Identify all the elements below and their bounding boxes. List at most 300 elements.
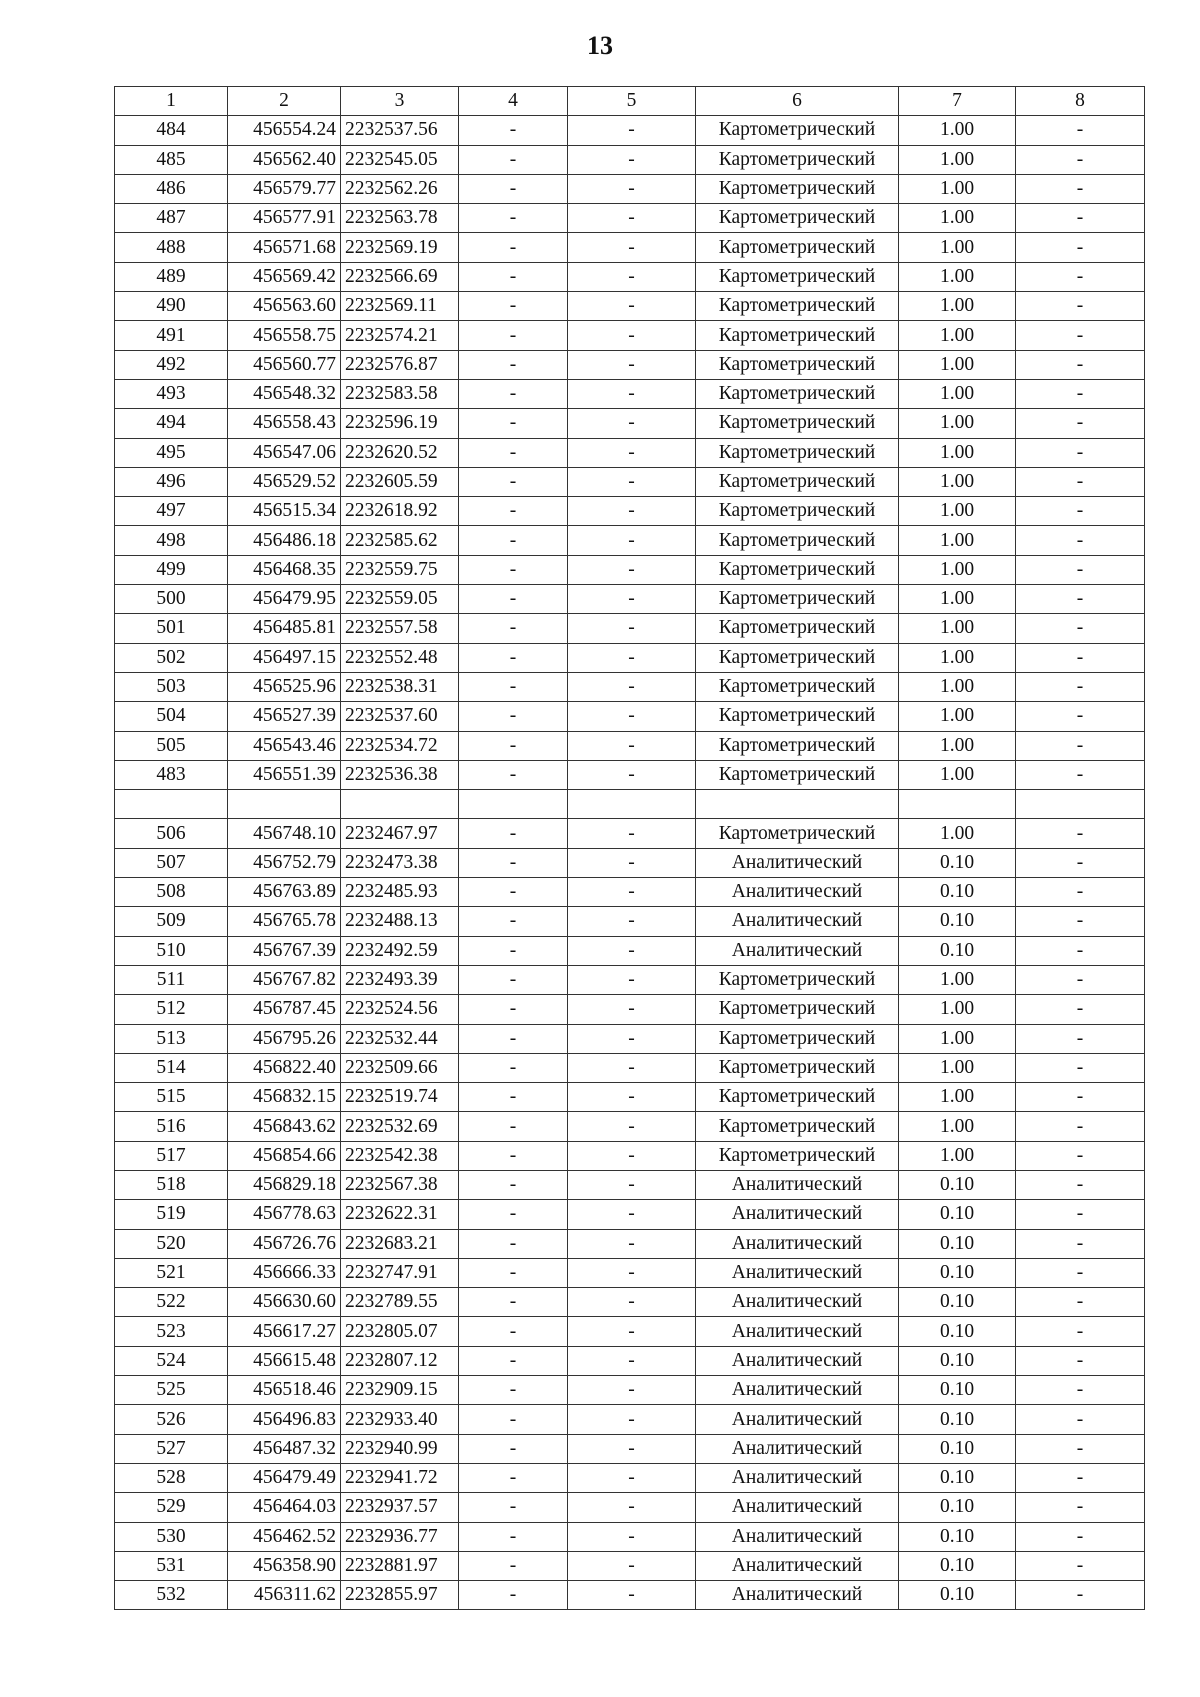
column-8-cell: - xyxy=(1016,1053,1145,1082)
table-row xyxy=(115,409,1145,438)
table-row xyxy=(115,1493,1145,1522)
table-row xyxy=(115,614,1145,643)
column-5-cell xyxy=(568,790,696,819)
column-5-cell: - xyxy=(568,497,696,526)
column-5-cell: - xyxy=(568,379,696,408)
column-4-cell: - xyxy=(459,731,568,760)
column-4-cell: - xyxy=(459,1170,568,1199)
method-cell: Аналитический xyxy=(696,936,899,965)
column-4-cell: - xyxy=(459,819,568,848)
y-coordinate-cell: 2232562.26 xyxy=(341,174,459,203)
column-8-cell: - xyxy=(1016,1522,1145,1551)
column-5-cell: - xyxy=(568,643,696,672)
column-4-cell: - xyxy=(459,1346,568,1375)
column-5-cell: - xyxy=(568,1317,696,1346)
method-cell: Картометрический xyxy=(696,526,899,555)
accuracy-cell: 0.10 xyxy=(899,1229,1016,1258)
column-8-cell: - xyxy=(1016,848,1145,877)
method-cell: Аналитический xyxy=(696,1551,899,1580)
method-cell: Картометрический xyxy=(696,965,899,994)
table-body xyxy=(115,87,1145,1610)
y-coordinate-cell: 2232559.05 xyxy=(341,585,459,614)
column-4-cell: - xyxy=(459,1258,568,1287)
point-number-cell: 505 xyxy=(115,731,228,760)
point-number-cell: 519 xyxy=(115,1200,228,1229)
method-cell: Аналитический xyxy=(696,1346,899,1375)
method-cell: Картометрический xyxy=(696,262,899,291)
point-number-cell xyxy=(115,790,228,819)
point-number-cell: 488 xyxy=(115,233,228,262)
x-coordinate-cell: 456468.35 xyxy=(228,555,341,584)
table-row xyxy=(115,1112,1145,1141)
y-coordinate-cell: 2232488.13 xyxy=(341,907,459,936)
column-8-cell: - xyxy=(1016,1258,1145,1287)
column-4-cell: - xyxy=(459,467,568,496)
point-number-cell: 521 xyxy=(115,1258,228,1287)
column-5-cell: - xyxy=(568,1463,696,1492)
column-8-cell: - xyxy=(1016,1434,1145,1463)
column-4-cell: - xyxy=(459,585,568,614)
column-4-cell: - xyxy=(459,116,568,145)
column-4-cell: - xyxy=(459,1522,568,1551)
y-coordinate-cell: 2232467.97 xyxy=(341,819,459,848)
column-5-cell: - xyxy=(568,438,696,467)
point-number-cell: 514 xyxy=(115,1053,228,1082)
y-coordinate-cell: 2232519.74 xyxy=(341,1083,459,1112)
method-cell: Картометрический xyxy=(696,995,899,1024)
accuracy-cell: 1.00 xyxy=(899,292,1016,321)
x-coordinate-cell: 456778.63 xyxy=(228,1200,341,1229)
column-5-cell: - xyxy=(568,1405,696,1434)
y-coordinate-cell: 2232509.66 xyxy=(341,1053,459,1082)
table-row xyxy=(115,321,1145,350)
accuracy-cell: 1.00 xyxy=(899,1053,1016,1082)
accuracy-cell: 0.10 xyxy=(899,1200,1016,1229)
y-coordinate-cell: 2232909.15 xyxy=(341,1376,459,1405)
point-number-cell: 498 xyxy=(115,526,228,555)
column-8-cell: - xyxy=(1016,1024,1145,1053)
accuracy-cell: 1.00 xyxy=(899,1112,1016,1141)
point-number-cell: 484 xyxy=(115,116,228,145)
point-number-cell: 520 xyxy=(115,1229,228,1258)
accuracy-cell: 0.10 xyxy=(899,907,1016,936)
x-coordinate-cell: 456763.89 xyxy=(228,878,341,907)
column-4-cell: - xyxy=(459,1288,568,1317)
column-8-cell: - xyxy=(1016,1493,1145,1522)
column-4-cell: - xyxy=(459,907,568,936)
column-5-cell: - xyxy=(568,1551,696,1580)
column-4-cell: - xyxy=(459,497,568,526)
column-5-cell: - xyxy=(568,467,696,496)
x-coordinate-cell: 456562.40 xyxy=(228,145,341,174)
column-4-cell: - xyxy=(459,1317,568,1346)
column-4-cell: - xyxy=(459,643,568,672)
y-coordinate-cell: 2232563.78 xyxy=(341,204,459,233)
y-coordinate-cell: 2232683.21 xyxy=(341,1229,459,1258)
column-5-cell: - xyxy=(568,907,696,936)
column-5-cell: - xyxy=(568,1083,696,1112)
table-row xyxy=(115,174,1145,203)
method-cell: Аналитический xyxy=(696,1463,899,1492)
y-coordinate-cell: 2232747.91 xyxy=(341,1258,459,1287)
x-coordinate-cell: 456666.33 xyxy=(228,1258,341,1287)
method-cell: Картометрический xyxy=(696,614,899,643)
y-coordinate-cell: 2232605.59 xyxy=(341,467,459,496)
method-cell: Картометрический xyxy=(696,321,899,350)
accuracy-cell: 0.10 xyxy=(899,1434,1016,1463)
column-5-cell: - xyxy=(568,526,696,555)
column-8-cell: - xyxy=(1016,1317,1145,1346)
column-5-cell: - xyxy=(568,1434,696,1463)
method-cell: Картометрический xyxy=(696,731,899,760)
column-4-cell: - xyxy=(459,350,568,379)
column-5-cell: - xyxy=(568,995,696,1024)
method-cell: Картометрический xyxy=(696,1083,899,1112)
column-8-cell: - xyxy=(1016,702,1145,731)
column-8-cell: - xyxy=(1016,1346,1145,1375)
accuracy-cell: 1.00 xyxy=(899,585,1016,614)
table-row xyxy=(115,262,1145,291)
column-5-cell: - xyxy=(568,204,696,233)
table-row xyxy=(115,1346,1145,1375)
method-cell: Картометрический xyxy=(696,292,899,321)
column-5-cell: - xyxy=(568,819,696,848)
method-cell: Картометрический xyxy=(696,555,899,584)
column-8-cell: - xyxy=(1016,1463,1145,1492)
method-cell: Аналитический xyxy=(696,1170,899,1199)
column-4-cell: - xyxy=(459,1581,568,1610)
point-number-cell: 507 xyxy=(115,848,228,877)
y-coordinate-cell: 2232493.39 xyxy=(341,965,459,994)
y-coordinate-cell: 2232559.75 xyxy=(341,555,459,584)
column-8-cell: - xyxy=(1016,878,1145,907)
column-5-cell: - xyxy=(568,1170,696,1199)
table-row xyxy=(115,145,1145,174)
column-5-cell: - xyxy=(568,1376,696,1405)
y-coordinate-cell: 2232569.11 xyxy=(341,292,459,321)
method-cell: Аналитический xyxy=(696,1581,899,1610)
page-number: 13 xyxy=(587,31,613,60)
method-cell: Картометрический xyxy=(696,145,899,174)
table-row xyxy=(115,350,1145,379)
column-header: 4 xyxy=(459,87,568,116)
method-cell: Картометрический xyxy=(696,467,899,496)
x-coordinate-cell: 456615.48 xyxy=(228,1346,341,1375)
method-cell: Аналитический xyxy=(696,878,899,907)
method-cell: Картометрический xyxy=(696,116,899,145)
table-row xyxy=(115,1053,1145,1082)
column-8-cell: - xyxy=(1016,614,1145,643)
y-coordinate-cell: 2232583.58 xyxy=(341,379,459,408)
method-cell: Аналитический xyxy=(696,1522,899,1551)
table-row xyxy=(115,1376,1145,1405)
point-number-cell: 506 xyxy=(115,819,228,848)
x-coordinate-cell: 456548.32 xyxy=(228,379,341,408)
accuracy-cell: 0.10 xyxy=(899,1463,1016,1492)
point-number-cell: 511 xyxy=(115,965,228,994)
y-coordinate-cell: 2232566.69 xyxy=(341,262,459,291)
table-row xyxy=(115,907,1145,936)
column-8-cell: - xyxy=(1016,995,1145,1024)
accuracy-cell: 1.00 xyxy=(899,760,1016,789)
y-coordinate-cell: 2232534.72 xyxy=(341,731,459,760)
column-8-cell: - xyxy=(1016,1083,1145,1112)
accuracy-cell: 1.00 xyxy=(899,672,1016,701)
column-8-cell: - xyxy=(1016,907,1145,936)
accuracy-cell: 1.00 xyxy=(899,555,1016,584)
accuracy-cell: 1.00 xyxy=(899,321,1016,350)
y-coordinate-cell: 2232552.48 xyxy=(341,643,459,672)
point-number-cell: 529 xyxy=(115,1493,228,1522)
method-cell: Картометрический xyxy=(696,702,899,731)
x-coordinate-cell: 456547.06 xyxy=(228,438,341,467)
y-coordinate-cell: 2232622.31 xyxy=(341,1200,459,1229)
x-coordinate-cell: 456529.52 xyxy=(228,467,341,496)
column-8-cell: - xyxy=(1016,555,1145,584)
method-cell: Картометрический xyxy=(696,174,899,203)
x-coordinate-cell: 456563.60 xyxy=(228,292,341,321)
y-coordinate-cell: 2232532.69 xyxy=(341,1112,459,1141)
table-row xyxy=(115,731,1145,760)
column-4-cell: - xyxy=(459,760,568,789)
x-coordinate-cell: 456726.76 xyxy=(228,1229,341,1258)
column-5-cell: - xyxy=(568,1200,696,1229)
column-8-cell: - xyxy=(1016,1141,1145,1170)
method-cell: Картометрический xyxy=(696,585,899,614)
accuracy-cell: 0.10 xyxy=(899,1376,1016,1405)
y-coordinate-cell: 2232524.56 xyxy=(341,995,459,1024)
method-cell: Картометрический xyxy=(696,1024,899,1053)
table-row xyxy=(115,438,1145,467)
column-4-cell: - xyxy=(459,1405,568,1434)
y-coordinate-cell: 2232532.44 xyxy=(341,1024,459,1053)
point-number-cell: 486 xyxy=(115,174,228,203)
point-number-cell: 500 xyxy=(115,585,228,614)
column-4-cell: - xyxy=(459,878,568,907)
method-cell: Аналитический xyxy=(696,1434,899,1463)
table-row xyxy=(115,995,1145,1024)
accuracy-cell xyxy=(899,790,1016,819)
x-coordinate-cell: 456630.60 xyxy=(228,1288,341,1317)
column-4-cell: - xyxy=(459,1112,568,1141)
accuracy-cell: 0.10 xyxy=(899,848,1016,877)
accuracy-cell: 1.00 xyxy=(899,702,1016,731)
column-8-cell: - xyxy=(1016,174,1145,203)
x-coordinate-cell: 456558.75 xyxy=(228,321,341,350)
point-number-cell: 530 xyxy=(115,1522,228,1551)
point-number-cell: 516 xyxy=(115,1112,228,1141)
y-coordinate-cell: 2232492.59 xyxy=(341,936,459,965)
x-coordinate-cell: 456795.26 xyxy=(228,1024,341,1053)
point-number-cell: 528 xyxy=(115,1463,228,1492)
y-coordinate-cell: 2232473.38 xyxy=(341,848,459,877)
point-number-cell: 513 xyxy=(115,1024,228,1053)
method-cell: Аналитический xyxy=(696,1405,899,1434)
column-8-cell: - xyxy=(1016,262,1145,291)
x-coordinate-cell: 456571.68 xyxy=(228,233,341,262)
y-coordinate-cell: 2232574.21 xyxy=(341,321,459,350)
method-cell: Картометрический xyxy=(696,438,899,467)
accuracy-cell: 1.00 xyxy=(899,1083,1016,1112)
x-coordinate-cell: 456577.91 xyxy=(228,204,341,233)
column-4-cell: - xyxy=(459,292,568,321)
x-coordinate-cell: 456617.27 xyxy=(228,1317,341,1346)
x-coordinate-cell: 456358.90 xyxy=(228,1551,341,1580)
column-8-cell: - xyxy=(1016,731,1145,760)
accuracy-cell: 1.00 xyxy=(899,965,1016,994)
column-5-cell: - xyxy=(568,760,696,789)
x-coordinate-cell: 456767.39 xyxy=(228,936,341,965)
column-8-cell: - xyxy=(1016,321,1145,350)
x-coordinate-cell: 456487.32 xyxy=(228,1434,341,1463)
y-coordinate-cell: 2232538.31 xyxy=(341,672,459,701)
accuracy-cell: 1.00 xyxy=(899,116,1016,145)
column-5-cell: - xyxy=(568,731,696,760)
column-8-cell: - xyxy=(1016,1288,1145,1317)
method-cell: Аналитический xyxy=(696,1200,899,1229)
point-number-cell: 504 xyxy=(115,702,228,731)
column-8-cell: - xyxy=(1016,467,1145,496)
x-coordinate-cell: 456767.82 xyxy=(228,965,341,994)
column-5-cell: - xyxy=(568,350,696,379)
accuracy-cell: 0.10 xyxy=(899,936,1016,965)
x-coordinate-cell: 456569.42 xyxy=(228,262,341,291)
column-8-cell: - xyxy=(1016,1551,1145,1580)
column-4-cell: - xyxy=(459,145,568,174)
x-coordinate-cell: 456543.46 xyxy=(228,731,341,760)
accuracy-cell: 1.00 xyxy=(899,497,1016,526)
y-coordinate-cell: 2232855.97 xyxy=(341,1581,459,1610)
column-4-cell: - xyxy=(459,672,568,701)
method-cell: Картометрический xyxy=(696,497,899,526)
accuracy-cell: 1.00 xyxy=(899,379,1016,408)
method-cell: Аналитический xyxy=(696,1229,899,1258)
point-number-cell: 494 xyxy=(115,409,228,438)
point-number-cell: 487 xyxy=(115,204,228,233)
x-coordinate-cell: 456486.18 xyxy=(228,526,341,555)
x-coordinate-cell: 456479.49 xyxy=(228,1463,341,1492)
column-5-cell: - xyxy=(568,1024,696,1053)
column-8-cell: - xyxy=(1016,292,1145,321)
method-cell: Аналитический xyxy=(696,1258,899,1287)
point-number-cell: 499 xyxy=(115,555,228,584)
point-number-cell: 532 xyxy=(115,1581,228,1610)
y-coordinate-cell: 2232789.55 xyxy=(341,1288,459,1317)
method-cell: Картометрический xyxy=(696,204,899,233)
y-coordinate-cell: 2232536.38 xyxy=(341,760,459,789)
table-row xyxy=(115,702,1145,731)
y-coordinate-cell: 2232940.99 xyxy=(341,1434,459,1463)
column-5-cell: - xyxy=(568,233,696,262)
x-coordinate-cell: 456462.52 xyxy=(228,1522,341,1551)
x-coordinate-cell: 456787.45 xyxy=(228,995,341,1024)
point-number-cell: 497 xyxy=(115,497,228,526)
table-row xyxy=(115,204,1145,233)
column-5-cell: - xyxy=(568,965,696,994)
column-4-cell: - xyxy=(459,995,568,1024)
table-row xyxy=(115,585,1145,614)
column-header: 1 xyxy=(115,87,228,116)
y-coordinate-cell: 2232542.38 xyxy=(341,1141,459,1170)
x-coordinate-cell: 456558.43 xyxy=(228,409,341,438)
y-coordinate-cell: 2232807.12 xyxy=(341,1346,459,1375)
point-number-cell: 523 xyxy=(115,1317,228,1346)
y-coordinate-cell xyxy=(341,790,459,819)
table-spacer-row xyxy=(115,790,1145,819)
y-coordinate-cell: 2232941.72 xyxy=(341,1463,459,1492)
y-coordinate-cell: 2232485.93 xyxy=(341,878,459,907)
column-8-cell: - xyxy=(1016,379,1145,408)
point-number-cell: 517 xyxy=(115,1141,228,1170)
x-coordinate-cell: 456822.40 xyxy=(228,1053,341,1082)
accuracy-cell: 1.00 xyxy=(899,731,1016,760)
accuracy-cell: 0.10 xyxy=(899,1551,1016,1580)
point-number-cell: 515 xyxy=(115,1083,228,1112)
method-cell: Картометрический xyxy=(696,379,899,408)
column-4-cell: - xyxy=(459,555,568,584)
table-row xyxy=(115,1083,1145,1112)
method-cell: Аналитический xyxy=(696,1376,899,1405)
point-number-cell: 490 xyxy=(115,292,228,321)
table-row xyxy=(115,555,1145,584)
method-cell: Картометрический xyxy=(696,233,899,262)
y-coordinate-cell: 2232596.19 xyxy=(341,409,459,438)
accuracy-cell: 0.10 xyxy=(899,1522,1016,1551)
column-8-cell: - xyxy=(1016,1581,1145,1610)
x-coordinate-cell: 456518.46 xyxy=(228,1376,341,1405)
point-number-cell: 502 xyxy=(115,643,228,672)
x-coordinate-cell: 456843.62 xyxy=(228,1112,341,1141)
accuracy-cell: 0.10 xyxy=(899,1405,1016,1434)
column-5-cell: - xyxy=(568,1053,696,1082)
table-row xyxy=(115,292,1145,321)
column-4-cell: - xyxy=(459,1434,568,1463)
table-row xyxy=(115,878,1145,907)
column-4-cell: - xyxy=(459,1376,568,1405)
column-4-cell: - xyxy=(459,614,568,643)
point-number-cell: 483 xyxy=(115,760,228,789)
column-header: 8 xyxy=(1016,87,1145,116)
table-row xyxy=(115,1258,1145,1287)
x-coordinate-cell: 456748.10 xyxy=(228,819,341,848)
column-8-cell: - xyxy=(1016,936,1145,965)
x-coordinate-cell: 456832.15 xyxy=(228,1083,341,1112)
table-row xyxy=(115,819,1145,848)
point-number-cell: 526 xyxy=(115,1405,228,1434)
column-5-cell: - xyxy=(568,672,696,701)
column-8-cell: - xyxy=(1016,643,1145,672)
column-5-cell: - xyxy=(568,1581,696,1610)
column-5-cell: - xyxy=(568,145,696,174)
point-number-cell: 493 xyxy=(115,379,228,408)
accuracy-cell: 1.00 xyxy=(899,1141,1016,1170)
column-4-cell: - xyxy=(459,174,568,203)
column-5-cell: - xyxy=(568,174,696,203)
table-row xyxy=(115,1200,1145,1229)
method-cell: Аналитический xyxy=(696,1288,899,1317)
column-5-cell: - xyxy=(568,262,696,291)
column-8-cell: - xyxy=(1016,497,1145,526)
y-coordinate-cell: 2232881.97 xyxy=(341,1551,459,1580)
accuracy-cell: 0.10 xyxy=(899,1288,1016,1317)
method-cell: Картометрический xyxy=(696,1112,899,1141)
point-number-cell: 491 xyxy=(115,321,228,350)
column-5-cell: - xyxy=(568,1258,696,1287)
method-cell: Аналитический xyxy=(696,848,899,877)
table-row xyxy=(115,672,1145,701)
column-8-cell: - xyxy=(1016,1229,1145,1258)
point-number-cell: 522 xyxy=(115,1288,228,1317)
